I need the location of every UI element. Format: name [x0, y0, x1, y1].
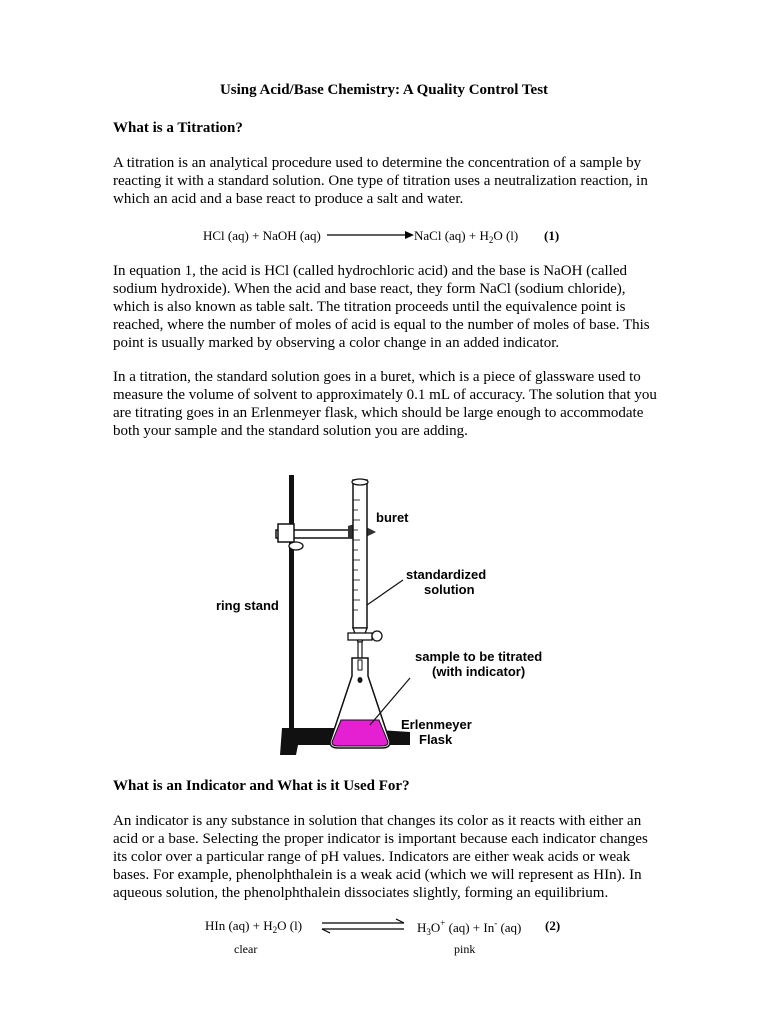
caption-pink: pink: [454, 942, 476, 956]
label-erlenmeyer: Erlenmeyer: [401, 717, 472, 732]
equation-2-left: HIn $(aq) + H_2O$ (l): [205, 918, 303, 935]
label-solution: solution: [424, 582, 475, 597]
flask-liquid: [332, 720, 388, 746]
equation-1-number: (1): [544, 228, 560, 243]
label-buret: buret: [376, 510, 409, 525]
equation-1-right: NaCl $(aq) + H_2O$ (l): [414, 228, 519, 245]
equation-1-arrow-icon: [325, 228, 415, 242]
equilibrium-arrows-icon: [318, 918, 408, 934]
equation-2-number: (2): [545, 918, 561, 933]
buret-tube: [353, 480, 367, 628]
caption-clear: clear: [234, 942, 258, 956]
paragraph-buret: In a titration, the standard solution goes in a buret, which is a piece of glassware used to measure the volume of solvent to approximately 0.1 mL of accuracy. The solution that you are titrating goes in an Erlenmeyer flask, which should be large enough to accommodate both your sample and the standard solution you are adding.: [113, 369, 657, 439]
equation-2-right: $H_3O^+$ (aq) + In- (aq): [417, 918, 522, 937]
ring-stand-rod: [289, 475, 294, 735]
paragraph-indicator: An indicator is any substance in solution that changes its color as it reacts with either an acid or a base. Selecting the proper indicator is important because each indicator changes its color over a particular range of pH values. Indicators are either weak acids or weak bases. For example, phenolphthalein is a weak acid (which we will represent as HIn). In aqueous solution, the phenolphthalein dissociates slightly, forming an equilibrium.: [113, 813, 648, 901]
label-flask: Flask: [419, 732, 453, 747]
section-heading-indicator: What is an Indicator and What is it Used For?: [113, 778, 410, 794]
equation-1-left: HCl (aq) + NaOH (aq): [203, 228, 321, 243]
paragraph-equation-explanation: In equation 1, the acid is HCl (called hydrochloric acid) and the base is NaOH (called sodium hydroxide). When the acid and base react, they form NaCl (sodium chloride), which is also known as table salt. The titration proceeds until the equivalence point is reached, where the number of moles of acid is equal to the number of moles of base. This point is usually marked by observing a color change in an added indicator.: [113, 263, 650, 351]
label-ring-stand: ring stand: [216, 598, 279, 613]
section-heading-titration: What is a Titration?: [113, 120, 243, 136]
paragraph-titration-intro: A titration is an analytical procedure used to determine the concentration of a sample by reacting it with a standard solution. One type of titration uses a neutralization reaction, in which an acid and a base react to produce a salt and water.: [113, 155, 648, 207]
page-title: Using Acid/Base Chemistry: A Quality Control Test: [219, 82, 549, 98]
stopcock: [348, 633, 372, 640]
label-standardized: standardized: [406, 567, 487, 582]
label-sample: sample to be titrated: [415, 649, 543, 664]
label-with-indicator: (with indicator): [432, 664, 526, 679]
titration-apparatus-figure: [200, 470, 580, 770]
